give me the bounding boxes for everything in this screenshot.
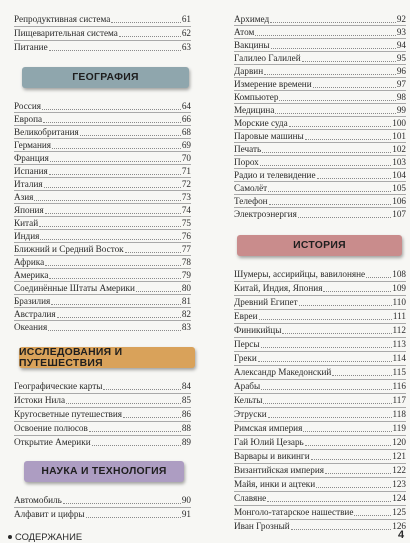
- dot-leader: [92, 444, 181, 446]
- entry-title: Соединённые Штаты Америки: [14, 283, 135, 293]
- toc-entry[interactable]: [14, 295, 191, 307]
- entry-title: Архимед: [234, 14, 270, 24]
- entry-title: Арабы: [234, 381, 261, 391]
- toc-entry[interactable]: [234, 104, 406, 116]
- entry-title: Кельты: [234, 395, 263, 405]
- entry-title: Медицина: [234, 105, 275, 115]
- entry-title: Великобритания: [14, 127, 79, 137]
- toc-entry[interactable]: [234, 394, 406, 406]
- entry-title: Римская империя: [234, 423, 303, 433]
- toc-entry[interactable]: [234, 282, 406, 294]
- toc-entry[interactable]: [234, 352, 406, 364]
- toc-entry[interactable]: [234, 268, 406, 280]
- entry-page: 110: [392, 297, 406, 307]
- entry-page: 116: [392, 381, 406, 391]
- dot-leader: [311, 458, 392, 460]
- entry-title: Америка: [14, 270, 49, 280]
- entry-title: Дарвин: [234, 66, 264, 76]
- toc-entry[interactable]: [234, 195, 406, 207]
- page-number: 4: [398, 529, 405, 541]
- entry-page: 106: [392, 196, 406, 206]
- entry-title: Питание: [14, 42, 48, 52]
- dot-leader: [263, 402, 391, 404]
- dot-leader: [291, 528, 392, 530]
- entry-page: 117: [392, 395, 406, 405]
- entry-page: 72: [181, 179, 191, 189]
- entry-page: 100: [392, 118, 406, 128]
- dot-leader: [57, 316, 181, 318]
- toc-entry[interactable]: [234, 366, 406, 378]
- toc-entry[interactable]: [14, 152, 191, 164]
- entry-title: Самолёт: [234, 183, 268, 193]
- entry-title: Италия: [14, 179, 43, 189]
- entry-page: 88: [181, 423, 191, 433]
- dot-leader: [259, 318, 392, 320]
- entry-title: Пищеварительная система: [14, 28, 118, 38]
- dot-leader: [42, 108, 181, 110]
- entry-page: 98: [396, 92, 406, 102]
- toc-entry[interactable]: [14, 41, 191, 53]
- dot-leader: [40, 238, 180, 240]
- toc-entry[interactable]: [234, 13, 406, 25]
- entry-page: 71: [181, 166, 191, 176]
- entry-title: Китай, Индия, Япония: [234, 283, 323, 293]
- dot-leader: [49, 49, 181, 51]
- dot-leader: [366, 276, 391, 278]
- toc-entry[interactable]: [14, 191, 191, 203]
- entry-page: 66: [181, 114, 191, 124]
- entry-title: Индия: [14, 231, 40, 241]
- toc-entry[interactable]: [234, 296, 406, 308]
- dot-leader: [316, 486, 391, 488]
- toc-entry[interactable]: [234, 52, 406, 64]
- dot-leader: [45, 264, 181, 266]
- toc-entry[interactable]: [234, 117, 406, 129]
- dot-leader: [323, 290, 391, 292]
- toc-entry[interactable]: [14, 408, 191, 420]
- dot-leader: [261, 346, 392, 348]
- toc-entry[interactable]: [14, 178, 191, 190]
- entry-page: 83: [181, 322, 191, 332]
- entry-page: 70: [181, 153, 191, 163]
- toc-entry[interactable]: [234, 464, 406, 476]
- entry-page: 75: [181, 218, 191, 228]
- toc-entry[interactable]: [14, 494, 191, 506]
- entry-page: 123: [392, 479, 406, 489]
- toc-entry[interactable]: [234, 408, 406, 420]
- toc-entry[interactable]: [234, 156, 406, 168]
- toc-entry[interactable]: [234, 380, 406, 392]
- entry-title: Германия: [14, 140, 52, 150]
- entry-title: Гай Юлий Цезарь: [234, 437, 304, 447]
- entry-title: Океания: [14, 322, 48, 332]
- dot-leader: [268, 416, 392, 418]
- dot-leader: [49, 277, 180, 279]
- entry-page: 82: [181, 309, 191, 319]
- toc-entry[interactable]: [234, 182, 406, 194]
- entry-page: 85: [181, 395, 191, 405]
- entry-page: 77: [181, 244, 191, 254]
- toc-entry[interactable]: [14, 13, 191, 25]
- entry-title: Электроэнергия: [234, 209, 297, 219]
- dot-leader: [264, 73, 396, 75]
- dot-leader: [305, 138, 392, 140]
- entry-title: Евреи: [234, 311, 258, 321]
- dot-leader: [34, 199, 180, 201]
- dot-leader: [275, 112, 395, 114]
- toc-entry[interactable]: [14, 508, 191, 520]
- entry-title: Древний Египет: [234, 297, 298, 307]
- dot-leader: [136, 290, 181, 292]
- entry-title: Кругосветные путешествия: [14, 409, 123, 419]
- entry-page: 92: [396, 14, 406, 24]
- entry-page: 120: [392, 437, 406, 447]
- entry-title: Ближний и Средний Восток: [14, 244, 124, 254]
- entry-title: Галилео Галилей: [234, 53, 301, 63]
- entry-page: 68: [181, 127, 191, 137]
- entry-page: 119: [392, 423, 406, 433]
- entry-title: Географические карты: [14, 381, 103, 391]
- dot-leader: [282, 332, 391, 334]
- entry-page: 94: [396, 40, 406, 50]
- dot-leader: [48, 329, 181, 331]
- toc-entry[interactable]: [14, 217, 191, 229]
- dot-leader: [43, 121, 181, 123]
- entry-page: 78: [181, 257, 191, 267]
- entry-page: 111: [392, 311, 406, 321]
- footer-label: СОДЕРЖАНИЕ: [15, 531, 83, 542]
- dot-leader: [63, 502, 181, 504]
- entry-title: Освоение полюсов: [14, 423, 88, 433]
- entry-page: 103: [392, 157, 406, 167]
- dot-leader: [313, 86, 396, 88]
- dot-leader: [262, 151, 391, 153]
- entry-title: Иван Грозный: [234, 521, 290, 531]
- entry-page: 101: [392, 131, 406, 141]
- dot-leader: [261, 388, 391, 390]
- toc-entry[interactable]: [14, 308, 191, 320]
- entry-title: Измерение времени: [234, 79, 312, 89]
- section-banner-science: НАУКА И ТЕХНОЛОГИЯ: [24, 461, 184, 482]
- entry-page: 76: [181, 231, 191, 241]
- dot-leader: [298, 216, 391, 218]
- dot-leader: [354, 514, 391, 516]
- dot-leader: [111, 21, 181, 23]
- entry-page: 104: [392, 170, 406, 180]
- entry-page: 105: [392, 183, 406, 193]
- toc-entry[interactable]: [234, 143, 406, 155]
- toc-entry[interactable]: [234, 91, 406, 103]
- dot-leader: [325, 472, 391, 474]
- entry-title: Автомобиль: [14, 495, 62, 505]
- entry-title: Бразилия: [14, 296, 51, 306]
- section-banner-geography: ГЕОГРАФИЯ: [22, 67, 189, 88]
- entry-title: Истоки Нила: [14, 395, 66, 405]
- dot-leader: [317, 177, 392, 179]
- dot-leader: [303, 430, 391, 432]
- toc-entry[interactable]: [14, 394, 191, 406]
- entry-title: Печать: [234, 144, 262, 154]
- entry-page: 91: [181, 509, 191, 519]
- dot-leader: [289, 125, 392, 127]
- entry-title: Азия: [14, 192, 34, 202]
- toc-entry[interactable]: [14, 380, 191, 392]
- entry-page: 81: [181, 296, 191, 306]
- toc-entry[interactable]: [234, 78, 406, 90]
- entry-page: 122: [392, 465, 406, 475]
- toc-entry[interactable]: [14, 27, 191, 39]
- toc-entry[interactable]: [14, 230, 191, 242]
- entry-title: Этруски: [234, 409, 267, 419]
- dot-leader: [268, 190, 391, 192]
- toc-entry[interactable]: [14, 139, 191, 151]
- entry-page: 96: [396, 66, 406, 76]
- entry-page: 102: [392, 144, 406, 154]
- toc-entry[interactable]: [234, 338, 406, 350]
- entry-title: Шумеры, ассирийцы, вавилоняне: [234, 269, 366, 279]
- dot-leader: [103, 388, 180, 390]
- section-banner-exploration: ИССЛЕДОВАНИЯ И ПУТЕШЕСТВИЯ: [19, 347, 195, 368]
- entry-page: 125: [392, 507, 406, 517]
- entry-title: Австралия: [14, 309, 56, 319]
- toc-entry[interactable]: [14, 204, 191, 216]
- toc-entry[interactable]: [234, 324, 406, 336]
- entry-page: 113: [392, 339, 406, 349]
- toc-entry[interactable]: [234, 169, 406, 181]
- entry-title: Открытие Америки: [14, 437, 91, 447]
- entry-page: 95: [396, 53, 406, 63]
- toc-entry[interactable]: [234, 26, 406, 38]
- toc-entry[interactable]: [234, 130, 406, 142]
- entry-page: 99: [396, 105, 406, 115]
- dot-leader: [44, 186, 181, 188]
- dot-leader: [89, 430, 181, 432]
- toc-entry[interactable]: [234, 310, 406, 322]
- toc-entry[interactable]: [234, 492, 406, 504]
- entry-title: Византийская империя: [234, 465, 324, 475]
- dot-leader: [279, 99, 395, 101]
- entry-title: Радио и телевидение: [234, 170, 316, 180]
- entry-title: Россия: [14, 101, 42, 111]
- entry-page: 97: [396, 79, 406, 89]
- entry-page: 107: [392, 209, 406, 219]
- entry-title: Славяне: [234, 493, 267, 503]
- entry-page: 109: [392, 283, 406, 293]
- toc-entry[interactable]: [14, 269, 191, 281]
- entry-title: Монголо-татарское нашествие: [234, 507, 354, 517]
- entry-title: Паровые машины: [234, 131, 304, 141]
- section-banner-history: ИСТОРИЯ: [237, 235, 402, 256]
- entry-page: 74: [181, 205, 191, 215]
- dot-leader: [86, 516, 181, 518]
- entry-page: 114: [392, 353, 406, 363]
- entry-title: Компьютер: [234, 92, 279, 102]
- entry-page: 112: [392, 325, 406, 335]
- toc-entry[interactable]: [14, 243, 191, 255]
- dot-leader: [302, 60, 396, 62]
- entry-page: 108: [392, 269, 406, 279]
- toc-entry[interactable]: [14, 282, 191, 294]
- dot-leader: [52, 147, 181, 149]
- toc-entry[interactable]: [14, 126, 191, 138]
- toc-entry[interactable]: [14, 422, 191, 434]
- entry-page: 115: [392, 367, 406, 377]
- toc-entry[interactable]: [234, 422, 406, 434]
- toc-entry[interactable]: [234, 506, 406, 518]
- entry-page: 69: [181, 140, 191, 150]
- entry-page: 93: [396, 27, 406, 37]
- entry-page: 121: [392, 451, 406, 461]
- dot-leader: [270, 21, 396, 23]
- entry-title: Алфавит и цифры: [14, 509, 85, 519]
- dot-leader: [299, 304, 392, 306]
- dot-leader: [260, 164, 391, 166]
- toc-entry[interactable]: [14, 256, 191, 268]
- toc-entry[interactable]: [234, 65, 406, 77]
- dot-leader: [125, 251, 181, 253]
- entry-page: 80: [181, 283, 191, 293]
- entry-page: 89: [181, 437, 191, 447]
- entry-page: 79: [181, 270, 191, 280]
- entry-page: 62: [181, 28, 191, 38]
- entry-page: 63: [181, 42, 191, 52]
- entry-title: Африка: [14, 257, 45, 267]
- entry-title: Телефон: [234, 196, 268, 206]
- dot-leader: [51, 303, 181, 305]
- entry-title: Атом: [234, 27, 255, 37]
- entry-title: Морские суда: [234, 118, 288, 128]
- entry-title: Персы: [234, 339, 260, 349]
- toc-entry[interactable]: [14, 321, 191, 333]
- entry-title: Вакцины: [234, 40, 270, 50]
- entry-title: Франция: [14, 153, 49, 163]
- entry-title: Китай: [14, 218, 39, 228]
- dot-leader: [39, 225, 181, 227]
- entry-title: Япония: [14, 205, 44, 215]
- entry-title: Испания: [14, 166, 48, 176]
- dot-leader: [305, 444, 391, 446]
- dot-leader: [271, 47, 396, 49]
- entry-title: Репродуктивная система: [14, 14, 111, 24]
- dot-leader: [119, 35, 181, 37]
- toc-entry[interactable]: [234, 478, 406, 490]
- entry-page: 118: [392, 409, 406, 419]
- dot-leader: [45, 212, 181, 214]
- entry-page: 84: [181, 381, 191, 391]
- dot-leader: [332, 374, 391, 376]
- entry-title: Александр Македонский: [234, 367, 332, 377]
- dot-leader: [50, 160, 181, 162]
- entry-title: Европа: [14, 114, 43, 124]
- dot-leader: [49, 173, 181, 175]
- toc-entry[interactable]: [14, 100, 191, 112]
- dot-leader: [255, 34, 396, 36]
- toc-entry[interactable]: [234, 39, 406, 51]
- toc-entry[interactable]: [14, 165, 191, 177]
- entry-title: Майя, инки и ацтеки: [234, 479, 316, 489]
- bullet-icon: [8, 535, 12, 539]
- entry-page: 61: [181, 14, 191, 24]
- entry-title: Греки: [234, 353, 257, 363]
- dot-leader: [123, 416, 181, 418]
- entry-page: 64: [181, 101, 191, 111]
- dot-leader: [258, 360, 392, 362]
- toc-entry[interactable]: [234, 208, 406, 220]
- entry-page: 73: [181, 192, 191, 202]
- toc-entry[interactable]: [234, 450, 406, 462]
- toc-entry[interactable]: [234, 436, 406, 448]
- toc-entry[interactable]: [14, 436, 191, 448]
- entry-page: 124: [392, 493, 406, 503]
- footer-section-label: [8, 531, 82, 542]
- entry-page: 90: [181, 495, 191, 505]
- toc-entry[interactable]: [234, 520, 406, 532]
- dot-leader: [267, 500, 391, 502]
- toc-entry[interactable]: [14, 113, 191, 125]
- entry-page: 126: [392, 521, 406, 531]
- entry-title: Варвары и викинги: [234, 451, 310, 461]
- dot-leader: [66, 402, 181, 404]
- dot-leader: [269, 203, 392, 205]
- entry-title: Порох: [234, 157, 259, 167]
- dot-leader: [80, 134, 181, 136]
- entry-page: 86: [181, 409, 191, 419]
- entry-title: Финикийцы: [234, 325, 282, 335]
